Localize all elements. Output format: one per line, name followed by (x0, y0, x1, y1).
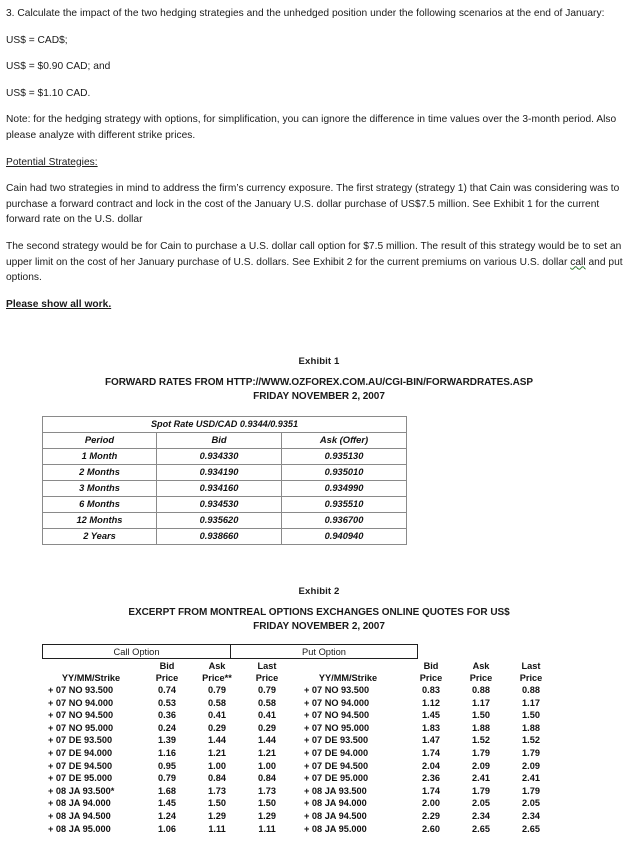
put-ask-cell: 2.34 (472, 810, 490, 821)
call-last-cell: 1.44 (258, 735, 276, 746)
call-ask-header-line2: Price** (202, 673, 232, 683)
call-strike-cell: + 07 NO 95.000 (48, 722, 114, 733)
period-cell: 2 Months (43, 465, 157, 481)
call-ask-cell: 1.21 (208, 747, 226, 758)
call-bid-cell: 0.74 (158, 685, 176, 695)
table-row (42, 760, 556, 773)
call-last-cell: 1.00 (258, 760, 276, 771)
spellcheck-word-call: call (570, 256, 586, 268)
exhibit-1-title-line-2: FRIDAY NOVEMBER 2, 2007 (253, 390, 385, 402)
put-bid-cell: 2.60 (422, 823, 440, 834)
exhibit-1-heading-block (0, 356, 638, 403)
forward-rates-table (42, 416, 407, 545)
exhibit-1-label: Exhibit 1 (298, 356, 340, 367)
call-last-cell: 1.73 (258, 785, 276, 796)
call-bid-cell: 1.06 (158, 823, 176, 834)
put-bid-header-line1: Bid (423, 661, 439, 671)
period-cell: 2 Years (43, 529, 157, 545)
put-bid-cell: 2.36 (422, 773, 440, 784)
put-bid-cell: 1.45 (422, 710, 440, 721)
put-last-cell: 1.17 (522, 697, 540, 708)
call-strike-cell: + 08 JA 94.000 (48, 798, 111, 809)
put-last-cell: 2.34 (522, 810, 540, 821)
bid-cell: 0.934190 (157, 465, 282, 481)
put-strike-cell: + 07 NO 94.500 (304, 710, 370, 721)
ask-cell: 0.940940 (282, 529, 407, 545)
put-last-cell: 1.52 (522, 735, 540, 746)
scenario-3-text: US$ = $1.10 CAD. (6, 87, 91, 99)
put-ask-cell: 0.88 (472, 685, 490, 695)
spacer-cell (42, 661, 142, 672)
bid-cell: 0.934160 (157, 481, 282, 497)
forward-rates-header-row (43, 433, 407, 449)
put-bid-cell: 1.74 (422, 747, 440, 758)
put-strike-cell: + 07 NO 93.500 (304, 685, 370, 695)
call-ask-cell: 1.11 (208, 823, 226, 834)
call-strike-cell: + 07 DE 94.000 (48, 747, 113, 758)
table-row (42, 709, 556, 722)
scenario-2-text: US$ = $0.90 CAD; and (6, 61, 111, 73)
put-strike-cell: + 07 NO 95.000 (304, 722, 370, 733)
period-cell: 6 Months (43, 497, 157, 513)
call-bid-header-line2: Price (155, 673, 179, 683)
put-bid-header-line2: Price (419, 673, 443, 683)
table-row (42, 684, 556, 697)
call-last-cell: 1.21 (258, 747, 276, 758)
call-option-group-header: Call Option (113, 647, 160, 657)
table-row (43, 513, 407, 529)
sub-header-row-top (42, 661, 556, 672)
call-bid-cell: 1.68 (158, 785, 176, 796)
put-last-cell: 1.50 (522, 710, 540, 721)
call-strike-cell: + 07 DE 95.000 (48, 773, 113, 784)
put-strike-cell: + 07 DE 95.000 (304, 773, 369, 784)
table-row (42, 734, 556, 747)
column-header-period: Period (43, 433, 157, 449)
put-bid-cell: 1.74 (422, 785, 440, 796)
call-strike-header: YY/MM/Strike (61, 673, 121, 683)
call-ask-cell: 1.00 (208, 760, 226, 771)
call-bid-cell: 0.36 (158, 710, 176, 721)
put-ask-cell: 1.52 (472, 735, 490, 746)
call-ask-cell: 0.58 (208, 697, 226, 708)
table-row (42, 772, 556, 785)
put-strike-cell: + 08 JA 94.500 (304, 810, 367, 821)
call-strike-cell: + 07 DE 93.500 (48, 735, 113, 746)
call-bid-cell: 0.24 (158, 722, 176, 733)
call-last-cell: 1.11 (258, 823, 276, 834)
put-last-header-line1: Last (521, 661, 541, 671)
forward-rates-table-body (43, 417, 407, 545)
call-ask-cell: 0.29 (208, 722, 226, 733)
call-ask-cell: 1.29 (208, 810, 226, 821)
potential-strategies-heading: Potential Strategies: (6, 156, 98, 168)
put-strike-cell: + 07 DE 93.500 (304, 735, 369, 746)
bid-cell: 0.934330 (157, 449, 282, 465)
call-ask-cell: 1.50 (208, 798, 226, 809)
bid-cell: 0.935620 (157, 513, 282, 529)
table-row (42, 797, 556, 810)
call-last-header-line1: Last (257, 661, 277, 671)
exhibit-2-section (0, 586, 638, 835)
period-cell: 1 Month (43, 449, 157, 465)
options-quotes-table-head (42, 661, 556, 684)
put-ask-cell: 2.41 (472, 773, 490, 784)
call-bid-cell: 1.24 (158, 810, 176, 821)
ask-cell: 0.934990 (282, 481, 407, 497)
exhibit-2-title-line-2: FRIDAY NOVEMBER 2, 2007 (253, 620, 385, 632)
strategy-two-text-b: and put options. (6, 256, 623, 284)
strategy-two-paragraph (6, 239, 624, 286)
call-bid-cell: 1.45 (158, 798, 176, 809)
call-ask-cell: 0.84 (208, 773, 226, 784)
strategy-two-text-a: The second strategy would be for Cain to purchase a U.S. dollar call option for $7.5 million. The result of this strategy would be to set an upper limit on the cost of her January purchase of U.S. dollars. See Exhibit 2 for the current premiums on various U.S. dollar (6, 240, 622, 268)
table-row (43, 449, 407, 465)
exhibit-1-section (0, 356, 638, 545)
put-ask-cell: 1.50 (472, 710, 490, 721)
put-ask-header-line2: Price (469, 673, 493, 683)
call-bid-header-line1: Bid (159, 661, 175, 671)
bid-cell: 0.938660 (157, 529, 282, 545)
table-row (43, 529, 407, 545)
ask-cell: 0.935510 (282, 497, 407, 513)
put-last-cell: 2.65 (522, 823, 540, 834)
call-last-header-line2: Price (255, 673, 279, 683)
table-row (42, 823, 556, 836)
sub-header-row-bottom (42, 672, 556, 684)
put-bid-cell: 2.00 (422, 798, 440, 809)
put-ask-cell: 2.65 (472, 823, 490, 834)
call-ask-cell: 1.44 (208, 735, 226, 746)
bid-cell: 0.934530 (157, 497, 282, 513)
call-bid-cell: 0.79 (158, 773, 176, 784)
options-quotes-table (42, 661, 556, 835)
call-ask-header-line1: Ask (208, 661, 226, 671)
exhibit-2-label: Exhibit 2 (298, 586, 340, 597)
period-cell: 3 Months (43, 481, 157, 497)
ask-cell: 0.935010 (282, 465, 407, 481)
table-row (42, 785, 556, 798)
spacer-cell (292, 661, 406, 672)
put-bid-cell: 0.83 (422, 685, 440, 695)
put-strike-cell: + 07 DE 94.500 (304, 760, 369, 771)
put-bid-cell: 2.29 (422, 810, 440, 821)
spot-rate-row (43, 417, 407, 433)
exhibit-2-heading-block (0, 586, 638, 633)
call-ask-cell: 0.79 (208, 685, 226, 695)
put-strike-cell: + 07 NO 94.000 (304, 697, 370, 708)
call-strike-cell: + 07 NO 94.000 (48, 697, 114, 708)
call-last-cell: 0.41 (258, 710, 276, 721)
put-last-cell: 1.88 (522, 722, 540, 733)
put-bid-cell: 1.12 (422, 697, 440, 708)
call-strike-cell: + 08 JA 93.500* (48, 785, 115, 796)
call-bid-cell: 0.53 (158, 697, 176, 708)
ask-cell: 0.935130 (282, 449, 407, 465)
put-last-cell: 0.88 (522, 685, 540, 695)
strategy-one-paragraph: Cain had two strategies in mind to address the firm’s currency exposure. The first strategy (strategy 1) that Cain was considering was to purchase a forward contract and lock in the cost of the January U.S. dollar purchase of US$7.5 million. See Exhibit 1 for the current forward rate on the U.S. dollar (6, 183, 620, 226)
show-all-work-instruction: Please show all work. (6, 298, 112, 310)
put-last-cell: 1.79 (522, 785, 540, 796)
scenario-1-text: US$ = CAD$; (6, 34, 68, 46)
put-last-cell: 2.05 (522, 798, 540, 809)
put-ask-cell: 1.88 (472, 722, 490, 733)
table-row (42, 747, 556, 760)
option-type-header-box (42, 644, 418, 659)
put-ask-cell: 1.17 (472, 697, 490, 708)
call-strike-cell: + 07 DE 94.500 (48, 760, 113, 771)
call-strike-cell: + 07 NO 94.500 (48, 710, 114, 721)
call-strike-cell: + 08 JA 95.000 (48, 823, 111, 834)
put-bid-cell: 1.83 (422, 722, 440, 733)
put-ask-header-line1: Ask (472, 661, 490, 671)
put-last-cell: 2.41 (522, 773, 540, 784)
put-ask-cell: 1.79 (472, 785, 490, 796)
put-strike-cell: + 08 JA 95.000 (304, 823, 367, 834)
put-ask-cell: 2.09 (472, 760, 490, 771)
ask-cell: 0.936700 (282, 513, 407, 529)
put-strike-cell: + 08 JA 93.500 (304, 785, 367, 796)
exhibit-1-title-line-1: FORWARD RATES FROM HTTP://WWW.OZFOREX.COM.AU/CGI-BIN/FORWARDRATES.ASP (104, 377, 533, 388)
call-last-cell: 0.79 (258, 685, 276, 695)
question-3-text: 3. Calculate the impact of the two hedging strategies and the unhedged position under the following scenarios at the end of January: (6, 8, 605, 19)
put-ask-cell: 1.79 (472, 747, 490, 758)
period-cell: 12 Months (43, 513, 157, 529)
call-strike-cell: + 08 JA 94.500 (48, 810, 111, 821)
call-bid-cell: 1.39 (158, 735, 176, 746)
put-option-group-header: Put Option (230, 645, 417, 658)
call-last-cell: 1.50 (258, 798, 276, 809)
simplification-note: Note: for the hedging strategy with options, for simplification, you can ignore the difference in time values over the 3-month period. Also please analyze with different strike prices. (6, 114, 617, 141)
table-row (42, 697, 556, 710)
call-ask-cell: 1.73 (208, 785, 226, 796)
exhibit-2-title-line-1: EXCERPT FROM MONTREAL OPTIONS EXCHANGES ONLINE QUOTES FOR US$ (128, 607, 510, 618)
put-last-header-line2: Price (519, 673, 543, 683)
put-strike-cell: + 07 DE 94.000 (304, 747, 369, 758)
column-header-ask: Ask (Offer) (282, 433, 407, 449)
options-quotes-table-body (42, 684, 556, 835)
call-last-cell: 0.84 (258, 773, 276, 784)
table-row (43, 481, 407, 497)
table-row (43, 465, 407, 481)
put-bid-cell: 2.04 (422, 760, 440, 771)
call-bid-cell: 1.16 (158, 747, 176, 758)
table-row (42, 810, 556, 823)
call-ask-cell: 0.41 (208, 710, 226, 721)
put-bid-cell: 1.47 (422, 735, 440, 746)
put-strike-cell: + 08 JA 94.000 (304, 798, 367, 809)
call-last-cell: 0.29 (258, 722, 276, 733)
put-ask-cell: 2.05 (472, 798, 490, 809)
put-last-cell: 2.09 (522, 760, 540, 771)
put-strike-header: YY/MM/Strike (318, 673, 378, 683)
put-last-cell: 1.79 (522, 747, 540, 758)
column-header-bid: Bid (157, 433, 282, 449)
call-last-cell: 0.58 (258, 697, 276, 708)
call-strike-cell: + 07 NO 93.500 (48, 685, 114, 695)
call-last-cell: 1.29 (258, 810, 276, 821)
table-row (42, 722, 556, 735)
spot-rate-cell: Spot Rate USD/CAD 0.9344/0.9351 (43, 417, 407, 433)
call-bid-cell: 0.95 (158, 760, 176, 771)
table-row (43, 497, 407, 513)
document-body (0, 0, 638, 312)
